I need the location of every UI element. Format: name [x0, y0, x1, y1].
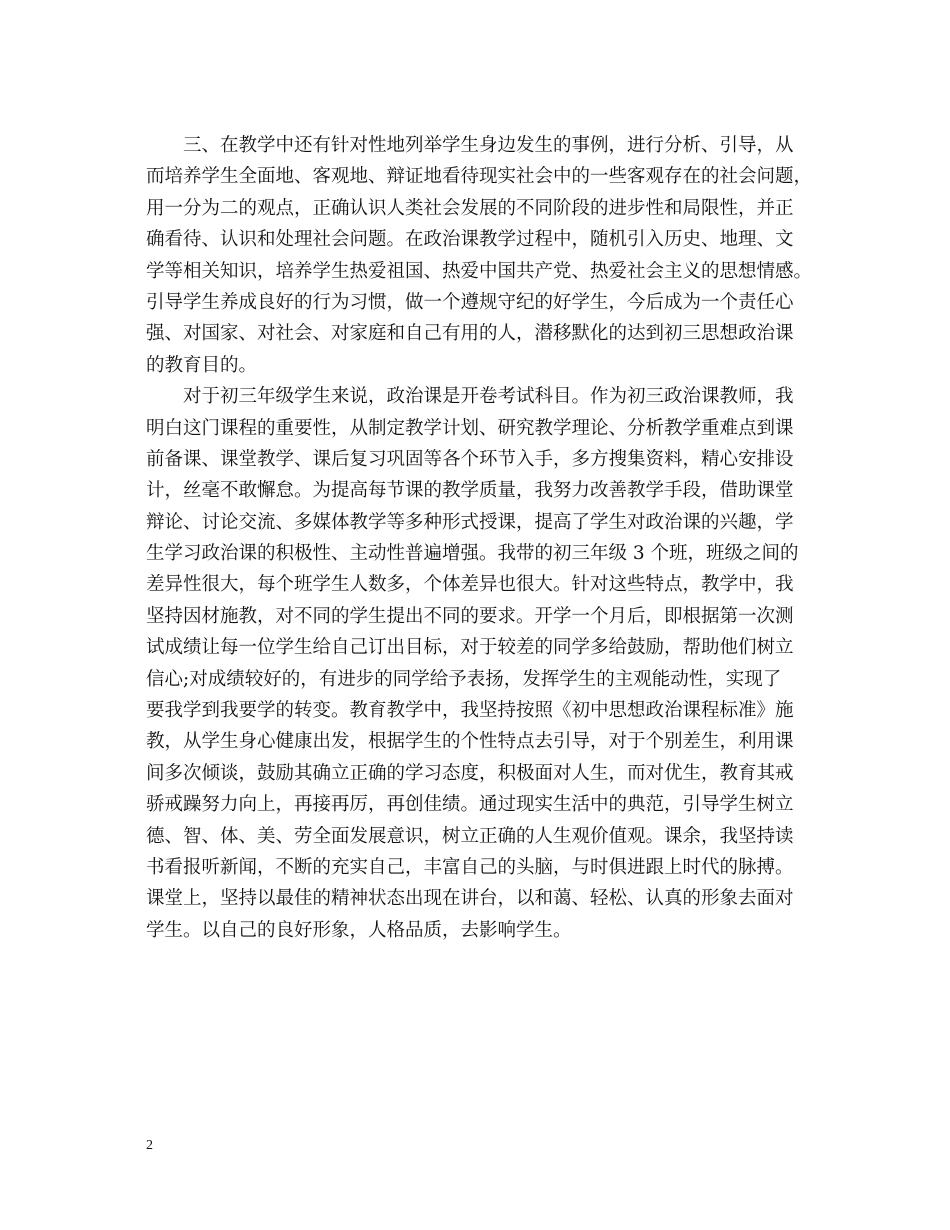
page-number: 2: [146, 1138, 153, 1153]
text-line: 课堂上，坚持以最佳的精神状态出现在讲台，以和蔼、轻松、认真的形象去面对: [146, 888, 794, 910]
text-line: 德、智、体、美、劳全面发展意识，树立正确的人生观价值观。课余，我坚持读: [146, 825, 794, 847]
text-line: 引导学生养成良好的行为习惯，做一个遵规守纪的好学生，今后成为一个责任心: [146, 291, 794, 313]
text-line: 用一分为二的观点，正确认识人类社会发展的不同阶段的进步性和局限性，并正: [146, 197, 794, 219]
text-line: 坚持因材施教，对不同的学生提出不同的要求。开学一个月后，即根据第一次测: [146, 605, 794, 627]
text-line: 明白这门课程的重要性，从制定教学计划、研究教学理论、分析教学重难点到课: [146, 417, 794, 439]
text-line: 的教育目的。: [146, 354, 258, 376]
text-line: 而培养学生全面地、客观地、辩证地看待现实社会中的一些客观存在的社会问题，: [146, 166, 813, 188]
text-line: 试成绩让每一位学生给自己订出目标，对于较差的同学多给鼓励，帮助他们树立: [146, 637, 794, 659]
text-line: 教，从学生身心健康出发，根据学生的个性特点去引导，对于个别差生，利用课: [146, 731, 794, 753]
text-line: 学生。以自己的良好形象，人格品质，去影响学生。: [146, 919, 572, 941]
text-line: 信心;对成绩较好的，有进步的同学给予表扬，发挥学生的主观能动性，实现了: [146, 668, 782, 690]
text-line: 确看待、认识和处理社会问题。在政治课教学过程中，随机引入历史、地理、文: [146, 229, 794, 251]
text-line: 生学习政治课的积极性、主动性普遍增强。我带的初三年级 3 个班，班级之间的: [146, 543, 799, 565]
text-line: 学等相关知识，培养学生热爱祖国、热爱中国共产党、热爱社会主义的思想情感。: [146, 260, 813, 282]
text-line: 书看报听新闻，不断的充实自己，丰富自己的头脑，与时俱进跟上时代的脉搏。: [146, 856, 794, 878]
text-line: 差异性很大，每个班学生人数多，个体差异也很大。针对这些特点，教学中，我: [146, 574, 794, 596]
text-line: 骄戒躁努力向上，再接再厉，再创佳绩。通过现实生活中的典范，引导学生树立: [146, 794, 794, 816]
text-line: 要我学到我要学的转变。教育教学中，我坚持按照《初中思想政治课程标准》施: [146, 700, 794, 722]
text-line: 三、在教学中还有针对性地列举学生身边发生的事例，进行分析、引导，从: [183, 135, 794, 156]
text-line: 间多次倾谈，鼓励其确立正确的学习态度，积极面对人生，而对优生，教育其戒: [146, 762, 794, 784]
text-line: 计，丝毫不敢懈怠。为提高每节课的教学质量，我努力改善教学手段，借助课堂: [146, 480, 794, 502]
text-line: 对于初三年级学生来说，政治课是开卷考试科目。作为初三政治课教师，我: [183, 386, 794, 408]
text-line: 强、对国家、对社会、对家庭和自己有用的人，潜移默化的达到初三思想政治课: [146, 323, 794, 345]
text-line: 前备课、课堂教学、课后复习巩固等各个环节入手，多方搜集资料，精心安排设: [146, 448, 794, 470]
paragraph: [146, 130, 813, 381]
body-text: [146, 130, 813, 946]
text-line: 辩论、讨论交流、多媒体教学等多种形式授课，提高了学生对政治课的兴趣，学: [146, 511, 794, 533]
paragraph: [146, 381, 806, 946]
